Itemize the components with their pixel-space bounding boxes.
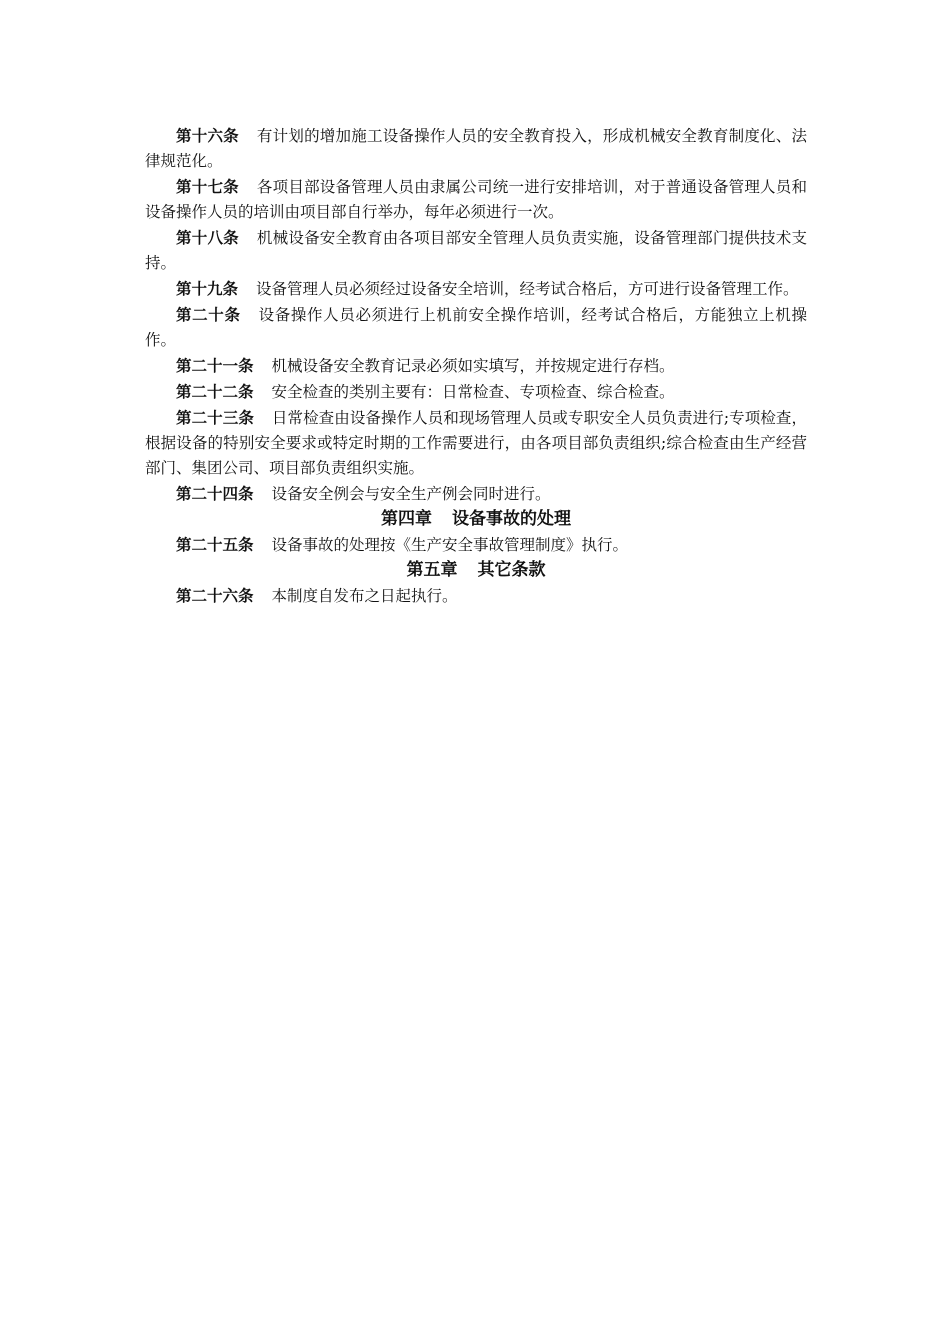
article-text: 日常检查由设备操作人员和现场管理人员或专职安全人员负责进行;专项检查，根据设备的特别安全要求或特定时期的工作需要进行，由各项目部负责组织;综合检查由生产经营部门、集团公司、项目部负责组织实施。 (145, 409, 807, 477)
chapter-title: 设备事故的处理 (452, 509, 571, 529)
article-22 (145, 379, 807, 405)
article-number: 第二十六条 (176, 586, 254, 605)
article-text: 设备事故的处理按《生产安全事故管理制度》执行。 (271, 536, 629, 554)
article-17 (145, 174, 807, 225)
article-text: 本制度自发布之日起执行。 (271, 587, 458, 605)
article-23 (145, 405, 807, 481)
article-number: 第十九条 (176, 279, 239, 298)
article-number: 第十七条 (176, 177, 239, 196)
article-number: 第十六条 (176, 126, 239, 145)
article-16 (145, 123, 807, 174)
article-24 (145, 481, 807, 507)
document-page (145, 123, 807, 609)
article-number: 第二十一条 (176, 356, 254, 375)
article-number: 第二十五条 (176, 535, 254, 554)
article-text: 机械设备安全教育由各项目部安全管理人员负责实施，设备管理部门提供技术支持。 (145, 229, 807, 272)
article-text: 有计划的增加施工设备操作人员的安全教育投入，形成机械安全教育制度化、法律规范化。 (145, 127, 807, 170)
article-19 (145, 276, 807, 302)
article-number: 第十八条 (176, 228, 239, 247)
chapter-4-heading (145, 507, 807, 532)
chapter-5-heading (145, 558, 807, 583)
article-number: 第二十三条 (176, 408, 254, 427)
article-text: 安全检查的类别主要有：日常检查、专项检查、综合检查。 (271, 383, 675, 401)
article-text: 设备管理人员必须经过设备安全培训，经考试合格后，方可进行设备管理工作。 (256, 280, 799, 298)
article-18 (145, 225, 807, 276)
chapter-title: 其它条款 (477, 560, 546, 580)
article-20 (145, 302, 807, 353)
article-text: 各项目部设备管理人员由隶属公司统一进行安排培训，对于普通设备管理人员和设备操作人员的培训由项目部自行举办，每年必须进行一次。 (145, 178, 807, 221)
article-text: 设备操作人员必须进行上机前安全操作培训，经考试合格后，方能独立上机操作。 (145, 306, 807, 349)
article-text: 设备安全例会与安全生产例会同时进行。 (271, 485, 551, 503)
article-25 (145, 532, 807, 558)
chapter-number: 第五章 (406, 560, 458, 580)
article-number: 第二十四条 (176, 484, 254, 503)
article-number: 第二十条 (176, 305, 241, 324)
article-text: 机械设备安全教育记录必须如实填写，并按规定进行存档。 (271, 357, 675, 375)
article-number: 第二十二条 (176, 382, 254, 401)
chapter-number: 第四章 (381, 509, 432, 529)
article-26 (145, 583, 807, 609)
article-21 (145, 353, 807, 379)
